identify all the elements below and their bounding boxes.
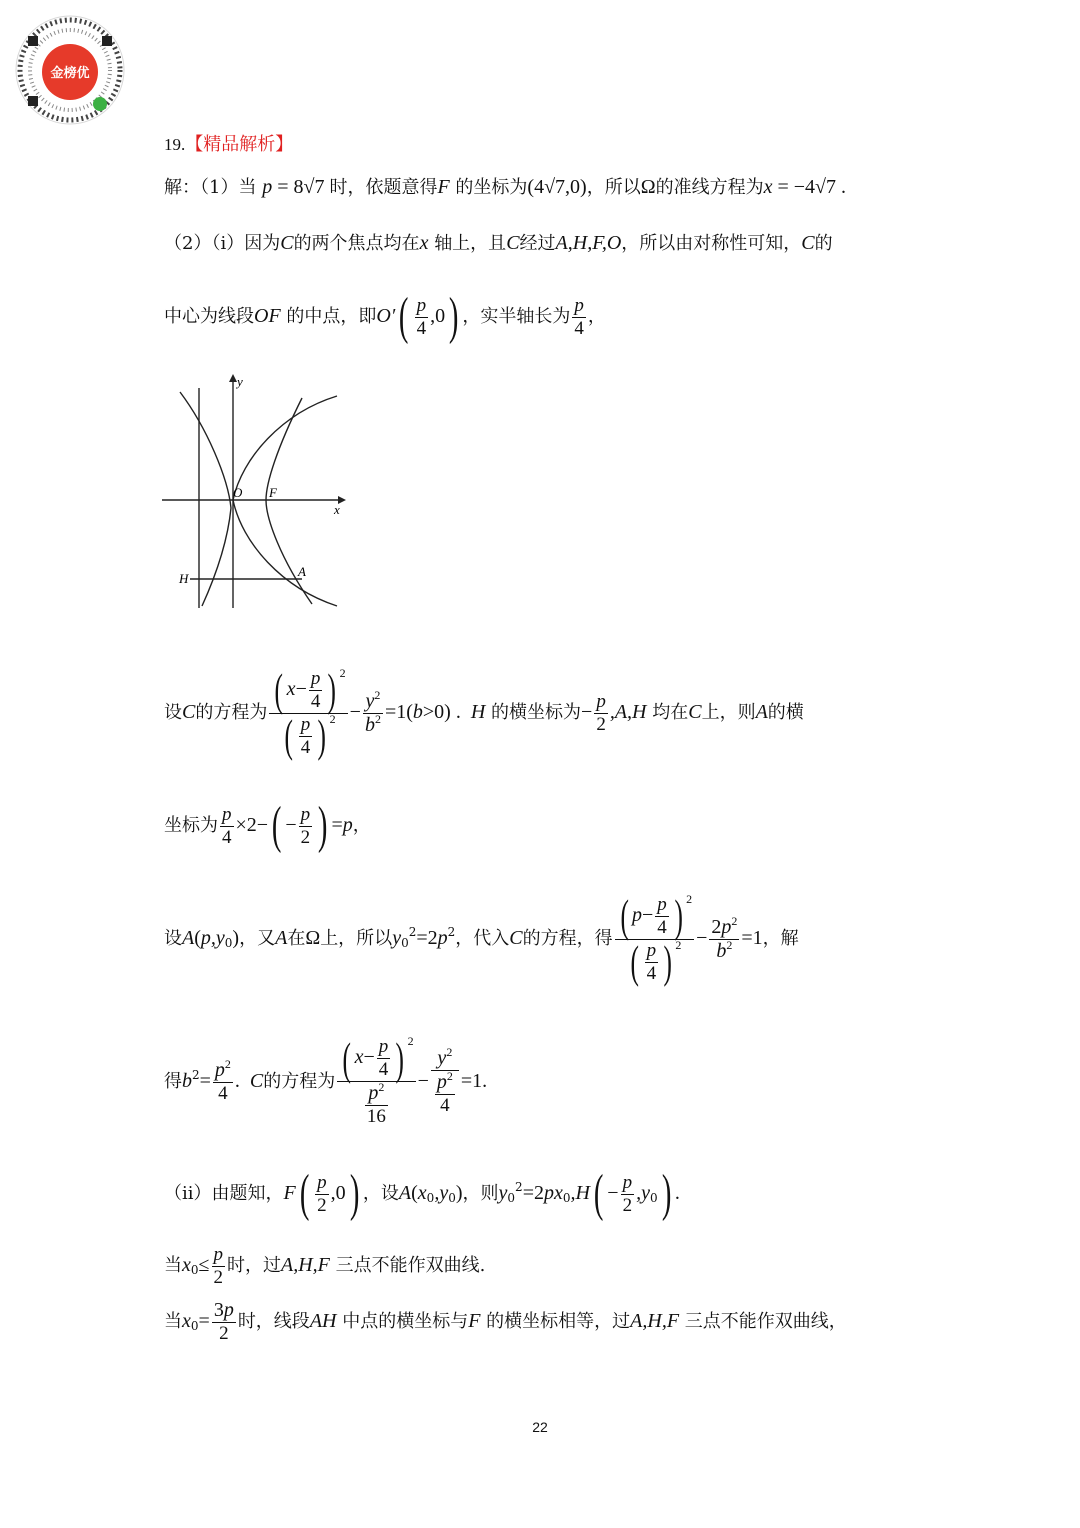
solution-line-7: 得$b^2=$ $\frac{p^2}{4}$ . C的方程为 ( x− $\frac{p}{4}$ ) $^2$ $\frac{p^2}{16}$ − $\frac{y^2}{\frac{p^2}{4}}$ =1. [164, 1032, 488, 1127]
text-l2-mid: 的两个焦点均在 [293, 233, 420, 254]
text-l7-mid: 的方程为 [263, 1071, 336, 1092]
problem-heading [164, 133, 293, 157]
solution-line-10: 当$x_0=$ $\frac{3p}{2}$ 时，线段AH 中点的横坐标与F 的横坐标相等，过A,H,F 三点不能作双曲线， [164, 1299, 847, 1344]
text-l1-mid3: ，所以 [586, 177, 641, 198]
solution-line-1: 解：（1）当 p = 8√7 时，依题意得F 的坐标为(4√7,0)，所以Ω的准线方程为x = −4√7 . [164, 176, 847, 198]
text-l2-mid3: 经过 [519, 233, 556, 254]
label-F: F [269, 485, 277, 500]
text-l3-prefix: 中心为线段 [164, 306, 254, 327]
text-l1-mid2: 的坐标为 [455, 177, 528, 198]
text-l2-mid2: 轴上，且 [434, 233, 507, 254]
axis-y-label: y [237, 374, 243, 389]
text-l8-mid: ，设 [362, 1183, 399, 1204]
text-l9-prefix: 当 [164, 1255, 182, 1276]
text-l4-mid2: 的横坐标为 [491, 702, 582, 723]
text-l6-prefix: 设 [164, 928, 182, 949]
page-number: 22 [532, 1419, 548, 1435]
text-l2-end: 的 [814, 233, 833, 254]
logo-brand: 金榜优 [50, 66, 90, 81]
label-H: H [179, 571, 189, 586]
axis-x-label: x [334, 502, 340, 517]
text-l3-mid: 的中点，即 [286, 306, 377, 327]
text-l6-mid5: 的方程，得 [522, 928, 613, 949]
text-l1-mid4: 的准线方程为 [655, 177, 764, 198]
solution-line-3: 中心为线段OF 的中点，即O′( $\frac{p}{4}$ ,0) ，实半轴长为 $\frac{p}{4}$ ， [164, 288, 606, 345]
solution-line-8: （ii）由题知，F( $\frac{p}{2}$ ,0) ，设$A(x_0,y_0)$，则$y_0^2=2px_0,H$( − $\frac{p}{2}$ $,y_0$) . [164, 1165, 680, 1222]
text-l4-mid4: 上，则 [701, 702, 756, 723]
text-l1-mid: 时，依题意得 [329, 177, 438, 198]
text-l8-mid2: ，则 [462, 1183, 499, 1204]
text-l5-prefix: 坐标为 [164, 815, 218, 836]
text-l6-mid: ，又 [239, 928, 276, 949]
text-l6-mid4: ，代入 [455, 928, 510, 949]
text-l2-mid4: ，所以由对称性可知， [621, 233, 802, 254]
label-O: O [233, 485, 243, 500]
logo [14, 14, 126, 126]
text-l4-mid: 的方程为 [195, 702, 268, 723]
text-l3-mid2: ，实半轴长为 [462, 306, 571, 327]
problem-number: 19. [164, 135, 186, 154]
text-l10-mid: 时，线段 [237, 1311, 310, 1332]
text-l1-prefix: 解：（1）当 [164, 177, 257, 198]
text-l8-prefix: （ii）由题知， [164, 1183, 284, 1204]
solution-line-2: （2）（i）因为C的两个焦点均在x 轴上，且C经过A,H,F,O，所以由对称性可知，C的 [164, 232, 833, 254]
solution-line-4: 设C的方程为 ( x− $\frac{p}{4}$ ) $^2$ ( $\frac{p}{4}$ ) $^2$ − $\frac{y^2}{b^2}$ =1(b>0) . H 的横坐标为− $\frac{p}{2}$ ,A,H 均在C上，则A的横 [164, 664, 804, 761]
text-l9-mid: 时，过 [227, 1255, 282, 1276]
text-l2-prefix: （2）（i）因为 [164, 233, 281, 254]
text-l9-end: 三点不能作双曲线. [335, 1255, 486, 1276]
text-l10-mid3: 的横坐标相等，过 [486, 1311, 631, 1332]
solution-line-9: 当$x_0\le$ $\frac{p}{2}$ 时，过A,H,F 三点不能作双曲线. [164, 1243, 486, 1288]
problem-tag: 【精品解析】 [185, 134, 294, 155]
hyperbola-figure [162, 368, 348, 612]
solution-line-5: 坐标为 $\frac{p}{4}$ ×2−( − $\frac{p}{2}$ ) =p， [164, 797, 371, 854]
text-l6-mid2: 在 [287, 928, 306, 949]
label-A: A [298, 564, 306, 579]
text-l4-end: 的横 [767, 702, 804, 723]
text-l10-prefix: 当 [164, 1311, 182, 1332]
text-l6-end: ，解 [762, 928, 799, 949]
text-l4-mid3: 均在 [652, 702, 689, 723]
solution-line-6: 设$A(p,y_0)$，又A在Ω上，所以$y_0^2=2p^2$，代入C的方程，得 ( p− $\frac{p}{4}$ ) $^2$ ( $\frac{p}{4}$ ) $^2$ − $\frac{2p^2}{b^2}$ =1，解 [164, 890, 799, 987]
text-l4-prefix: 设 [164, 702, 182, 723]
text-l10-mid2: 中点的横坐标与 [342, 1311, 469, 1332]
text-l6-mid3: 上，所以 [320, 928, 393, 949]
text-l10-end: 三点不能作双曲线， [684, 1311, 847, 1332]
text-l7-prefix: 得 [164, 1071, 182, 1092]
